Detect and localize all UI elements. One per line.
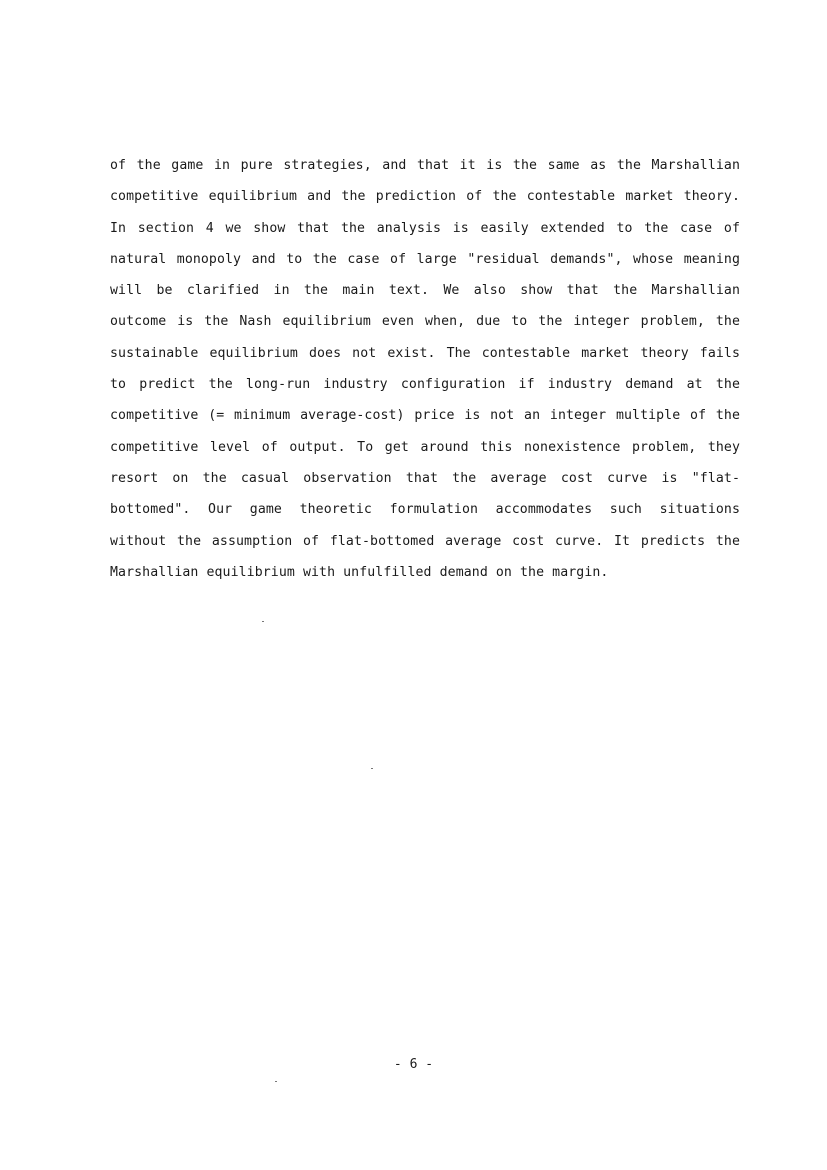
scan-speck	[275, 1081, 277, 1082]
page-number: - 6 -	[393, 1057, 434, 1072]
text-line-3: In section 4 we show that the analysis is easily extended to the case of	[110, 220, 740, 236]
text-line-5: will be clarified in the main text. We also show that the Marshallian	[110, 283, 740, 299]
body-paragraph	[110, 150, 740, 588]
scan-speck	[262, 621, 264, 622]
text-line-6: outcome is the Nash equilibrium even when, due to the integer problem, the	[110, 314, 740, 330]
text-line-7: sustainable equilibrium does not exist. The contestable market theory fails	[110, 345, 740, 361]
text-line-2: competitive equilibrium and the prediction of the contestable market theory.	[110, 189, 740, 205]
text-line-9: competitive (= minimum average-cost) price is not an integer multiple of the	[110, 408, 740, 424]
text-line-4: natural monopoly and to the case of large "residual demands", whose meaning	[110, 251, 740, 267]
text-line-10: competitive level of output. To get around this nonexistence problem, they	[110, 439, 740, 455]
text-line-14: Marshallian equilibrium with unfulfilled demand on the margin.	[110, 564, 609, 580]
text-line-8: to predict the long-run industry configuration if industry demand at the	[110, 377, 740, 393]
text-line-12: bottomed". Our game theoretic formulation accommodates such situations	[110, 502, 740, 518]
text-line-11: resort on the casual observation that the average cost curve is "flat-	[110, 470, 740, 486]
text-line-1: of the game in pure strategies, and that it is the same as the Marshallian	[110, 158, 740, 173]
text-line-13: without the assumption of flat-bottomed average cost curve. It predicts the	[110, 533, 740, 549]
scan-speck	[371, 768, 373, 769]
